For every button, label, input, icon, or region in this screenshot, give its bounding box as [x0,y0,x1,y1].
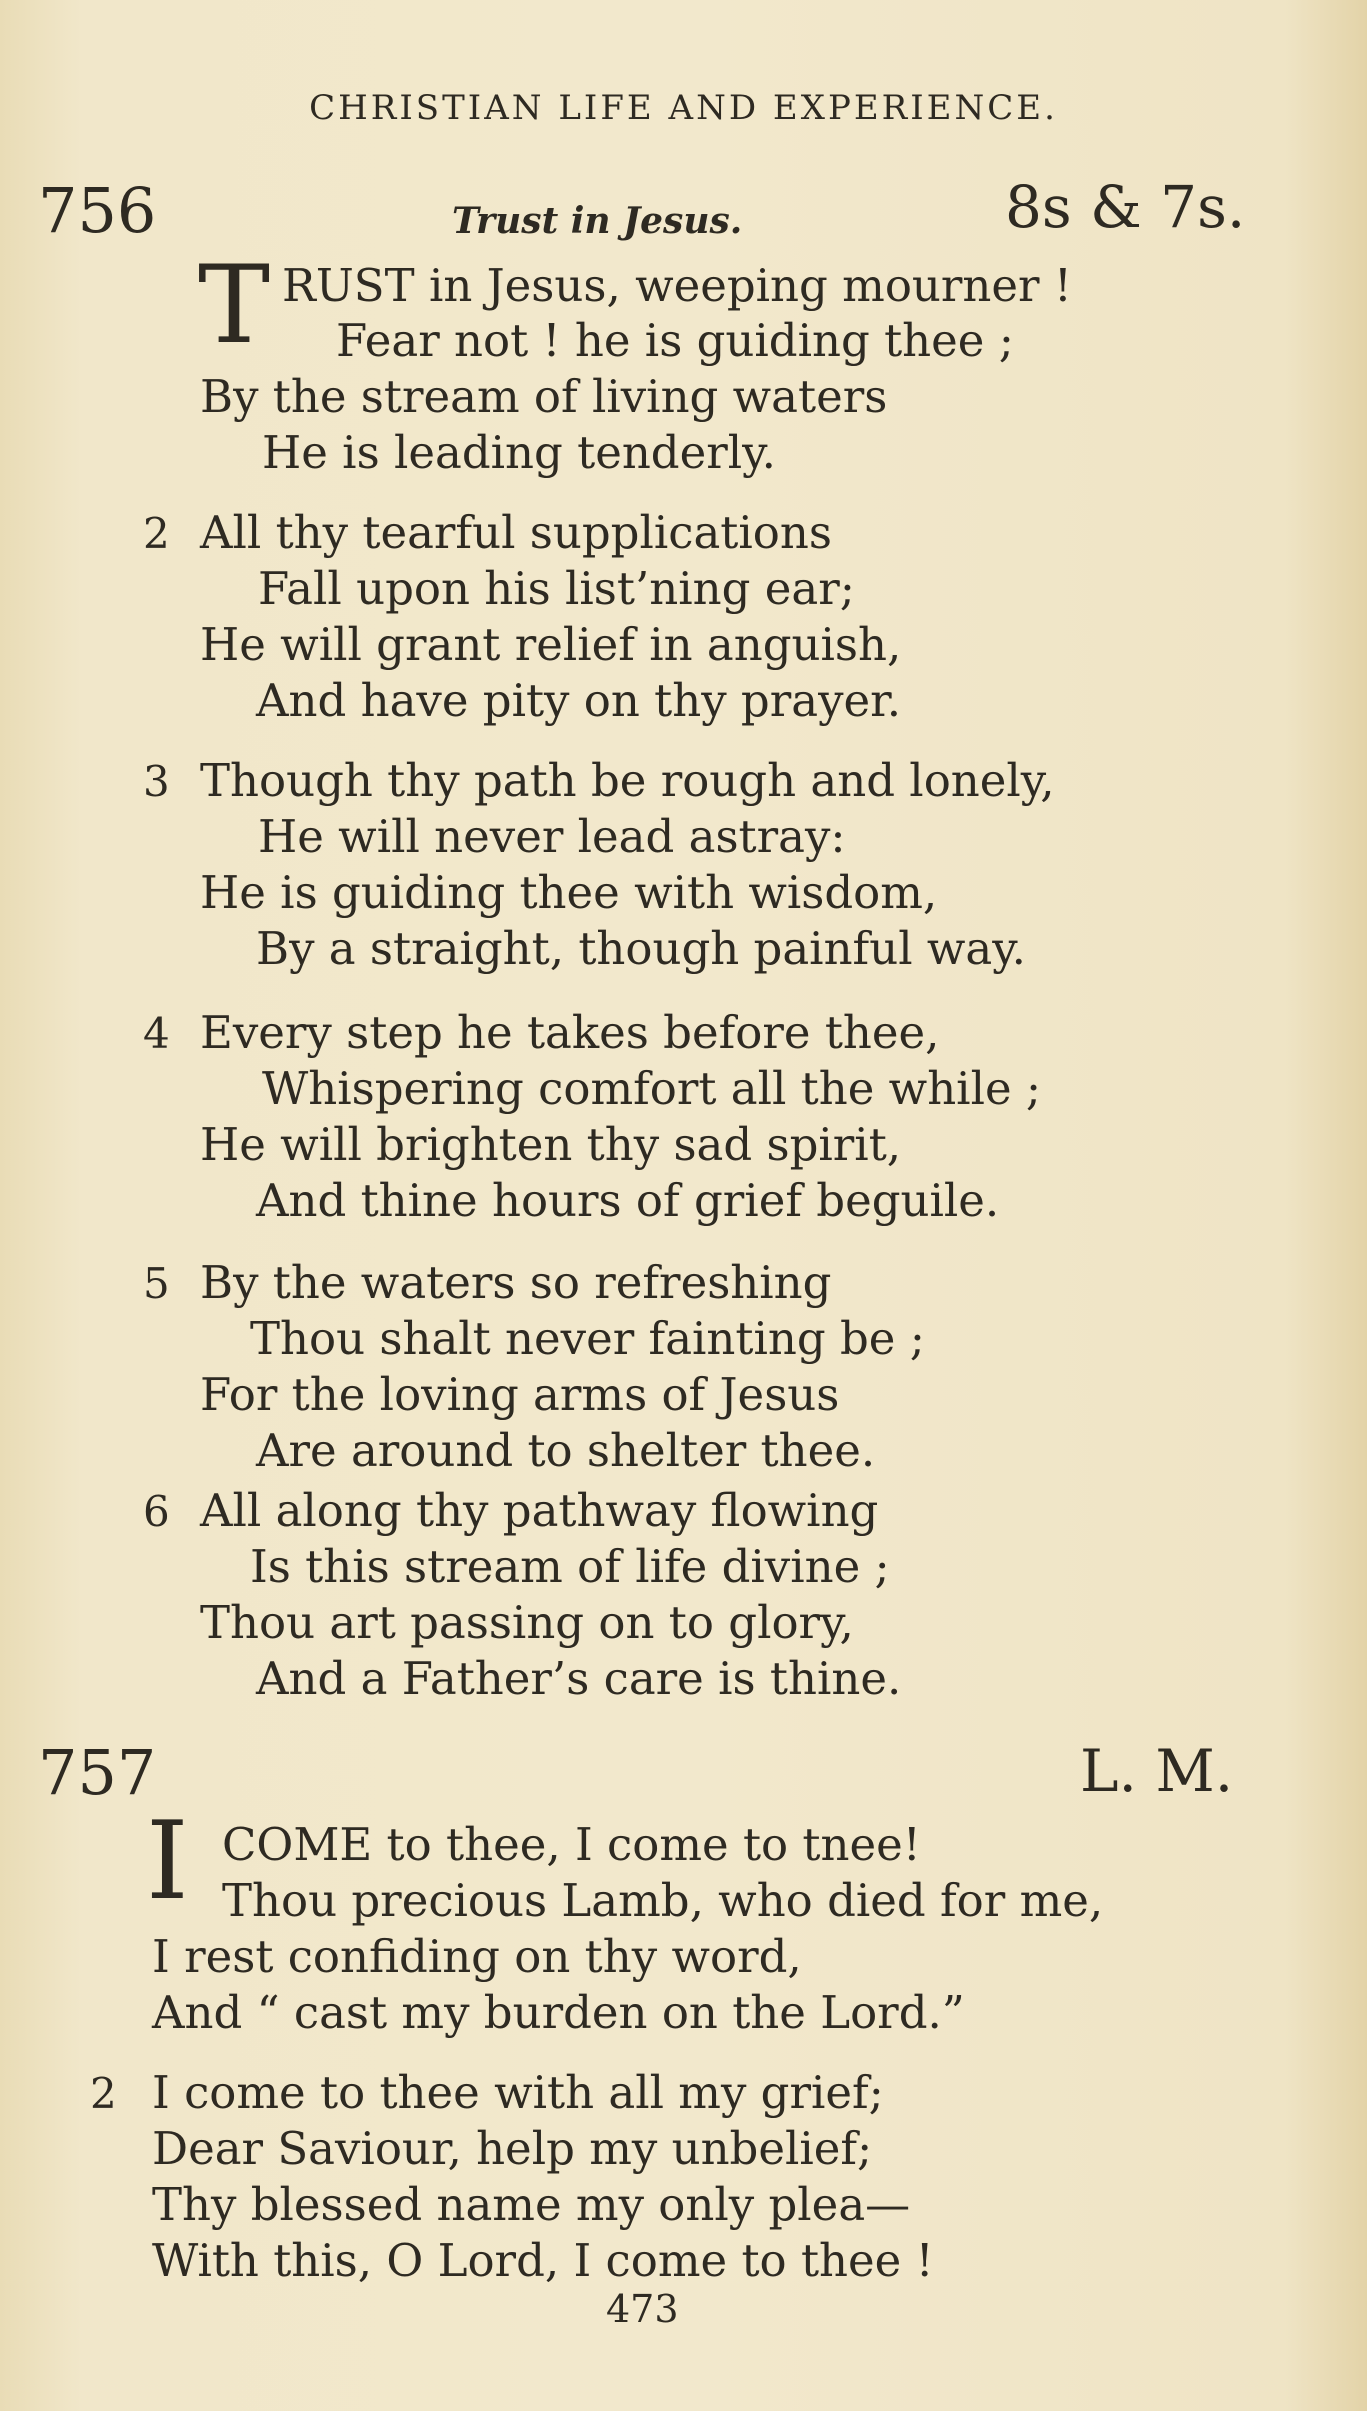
stanza-number: 2 [90,2069,117,2118]
verse-line: Fall upon his list’ning ear; [258,562,855,615]
verse-line: Thou precious Lamb, who died for me, [222,1874,1104,1927]
stanza-number: 3 [143,757,170,806]
hymn-title: Trust in Jesus. [452,200,743,242]
hymn-number: 756 [38,174,157,247]
verse-line: And “ cast my burden on the Lord.” [152,1986,965,2039]
verse-line: I rest confiding on thy word, [152,1930,802,1983]
verse-line: He is leading tenderly. [262,426,776,479]
verse-line: Though thy path be rough and lonely, [200,754,1055,807]
verse-line: With this, O Lord, I come to thee ! [152,2234,934,2287]
verse-line: By a straight, though painful way. [256,922,1026,975]
verse-line: He will brighten thy sad spirit, [200,1118,902,1171]
verse-line: RUST in Jesus, weeping mourner ! [282,259,1072,312]
verse-line: He is guiding thee with wisdom, [200,866,938,919]
running-header: CHRISTIAN LIFE AND EXPERIENCE. [309,88,1058,128]
hymn-number: 757 [38,1736,157,1809]
verse-line: Thou shalt never fainting be ; [250,1312,925,1365]
stanza-number: 5 [143,1259,170,1308]
stanza-number: 4 [143,1009,170,1058]
verse-line: Whispering comfort all the while ; [262,1062,1042,1115]
verse-line: I come to thee with all my grief; [152,2066,884,2119]
verse-line: And thine hours of grief beguile. [256,1174,1000,1227]
verse-line: All thy tearful supplications [200,506,832,559]
verse-line: And a Father’s care is thine. [256,1652,902,1705]
verse-line: Dear Saviour, help my unbelief; [152,2122,873,2175]
verse-line: COME to thee, I come to tnee! [222,1818,921,1871]
stanza-number: 2 [143,509,170,558]
drop-cap: T [198,243,271,368]
stanza-number: 6 [143,1487,170,1536]
verse-line: And have pity on thy prayer. [256,674,902,727]
verse-line: Fear not ! he is guiding thee ; [336,314,1014,367]
hymn-meter: L. M. [1080,1737,1234,1805]
verse-line: By the stream of living waters [200,370,888,423]
verse-line: Thy blessed name my only plea— [152,2178,911,2231]
verse-line: Thou art passing on to glory, [200,1596,854,1649]
verse-line: Every step he takes before thee, [200,1006,940,1059]
verse-line: All along thy pathway flowing [200,1484,879,1537]
drop-cap: I [146,1799,189,1924]
verse-line: He will grant relief in anguish, [200,618,902,671]
hymn-meter: 8s & 7s. [1005,173,1246,241]
page-number: 473 [606,2287,679,2331]
verse-line: Is this stream of life divine ; [250,1540,890,1593]
verse-line: For the loving arms of Jesus [200,1368,840,1421]
verse-line: Are around to shelter thee. [256,1424,876,1477]
verse-line: He will never lead astray: [258,810,846,863]
verse-line: By the waters so refreshing [200,1256,832,1309]
